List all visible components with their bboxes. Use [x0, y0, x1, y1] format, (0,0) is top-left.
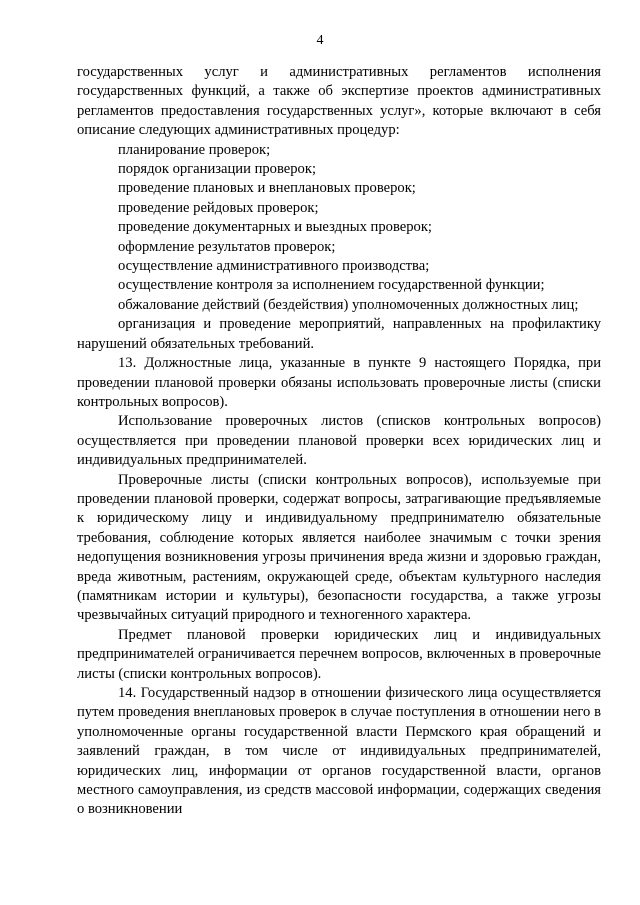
procedure-item: осуществление административного производства; [118, 258, 430, 275]
checklist-content-paragraph: Проверочные листы (списки контрольных вопросов), используемые при проведении плановой проверки, содержат вопросы, затрагивающие предъявляемые к юридическому лицу и индивидуальному предпринимателю обязательные требования, соблюдение которых является наиболее значимым с точки зрения недопущения возникновения угрозы причинения вреда жизни и здоровью граждан, вреда животным, растениям, окружающей среде, объектам культурного наследия (памятникам истории и культуры), безопасности государства, а также угрозы чрезвычайных ситуаций природного и техногенного характера. [77, 471, 601, 624]
procedure-item: организация и проведение мероприятий, направленных на профилактику нарушений обязательных требований. [77, 316, 601, 352]
inspection-subject-paragraph: Предмет плановой проверки юридических лиц и индивидуальных предпринимателей ограничивается перечнем вопросов, включенных в проверочные листы (списки контрольных вопросов). [77, 626, 601, 682]
document-body [77, 63, 601, 820]
paragraph-14: 14. Государственный надзор в отношении физического лица осуществляется путем проведения внеплановых проверок в случае поступления в отношении него в уполномоченные органы государственной власти Пермского края обращений и заявлений граждан, в том числе от индивидуальных предпринимателей, юридических лиц, информации от органов государственной власти, органов местного самоуправления, из средств массовой информации, содержащих сведения о возникновении [77, 685, 601, 818]
procedure-item: оформление результатов проверок; [118, 238, 336, 255]
procedure-item: планирование проверок; [118, 141, 271, 158]
procedure-item: осуществление контроля за исполнением государственной функции; [118, 277, 545, 294]
page-number: 4 [316, 33, 324, 48]
procedure-item: порядок организации проверок; [118, 161, 316, 178]
procedure-item: проведение плановых и внеплановых проверок; [118, 180, 416, 197]
opening-paragraph: государственных услуг и административных регламентов исполнения государственных функций, а также об экспертизе проектов административных регламентов предоставления государственных услуг», которые включают в себя описание следующих административных процедур: [77, 64, 601, 139]
procedure-item: проведение рейдовых проверок; [118, 199, 319, 216]
procedure-item: проведение документарных и выездных проверок; [118, 219, 432, 236]
procedure-item: обжалование действий (бездействия) уполномоченных должностных лиц; [118, 296, 579, 313]
checklist-usage-paragraph: Использование проверочных листов (списков контрольных вопросов) осуществляется при проведении плановой проверки всех юридических лиц и индивидуальных предпринимателей. [77, 413, 601, 469]
procedures-list [77, 141, 601, 354]
paragraph-13: 13. Должностные лица, указанные в пункте 9 настоящего Порядка, при проведении плановой проверки обязаны использовать проверочные листы (списки контрольных вопросов). [77, 355, 601, 410]
